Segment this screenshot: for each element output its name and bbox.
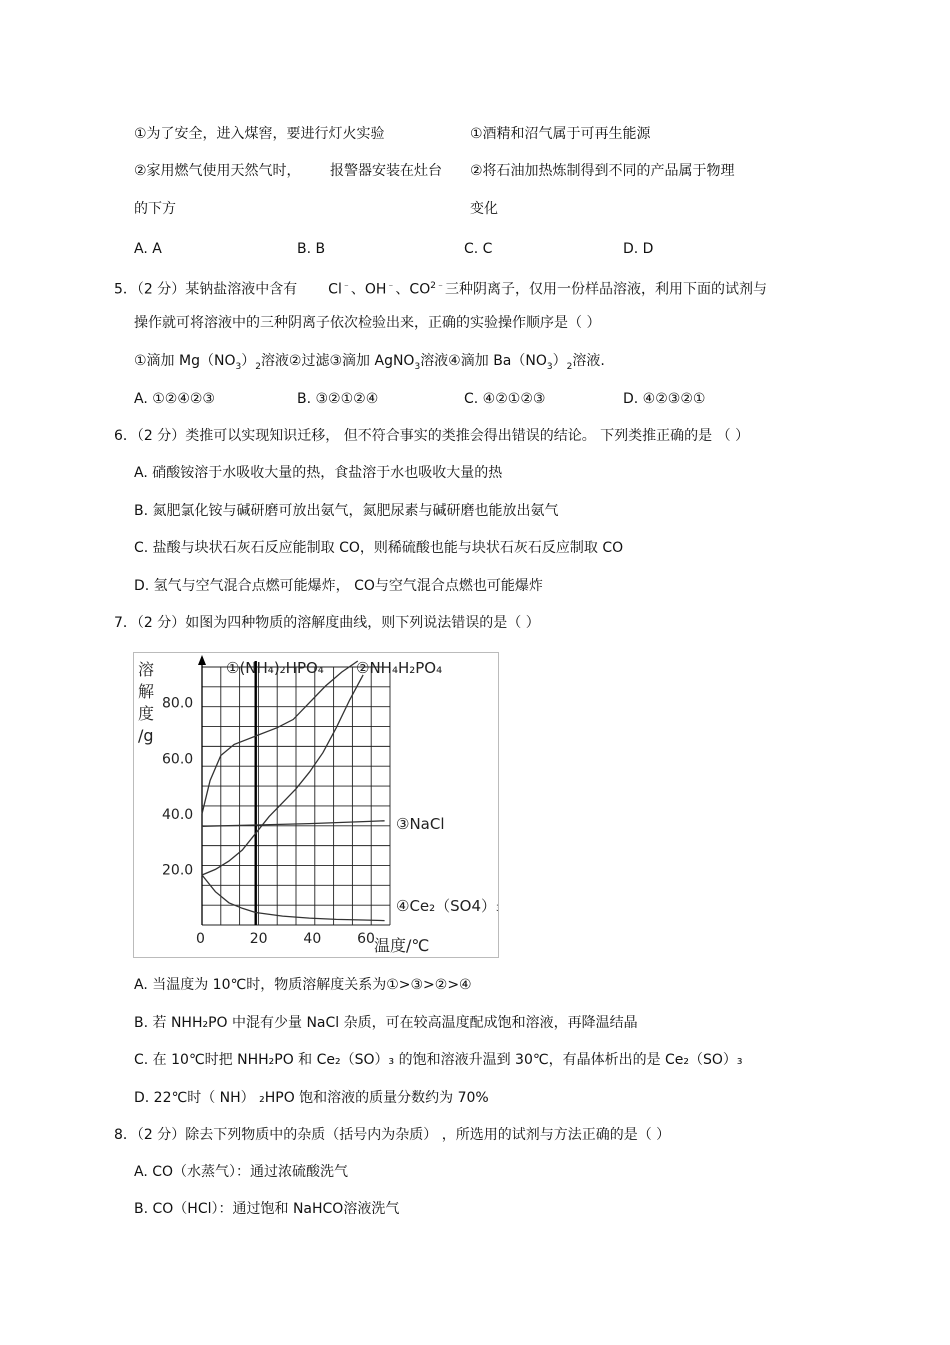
q5-ion-oh-charge: ﹣ (386, 281, 396, 291)
q4-left-1: ①为了安全，进入煤窖，要进行灯火实验 (134, 126, 385, 142)
series-label: ③NaCl (396, 815, 445, 833)
x-tick-label: 20 (249, 931, 268, 947)
q6-option-c[interactable]: C. 盐酸与块状石灰石反应能制取 CO，则稀硫酸也能与块状石灰石反应制取 CO (134, 540, 624, 556)
q5-option-a[interactable]: A. ①②④②③ (134, 391, 215, 407)
q5-paren-2: ） (552, 353, 567, 369)
y-tick-label: 60.0 (162, 751, 194, 768)
q5-stem-line1 (114, 276, 767, 300)
q7-option-d[interactable]: D. 22℃时（ NH） ₂HPO 饱和溶液的质量分数约为 70% (134, 1090, 489, 1106)
x-tick-label: 0 (196, 931, 205, 947)
q4-left-2b: 报警器安装在灶台 (330, 163, 442, 179)
q5-stem-line3 (134, 351, 605, 377)
q4-right-1: ①酒精和沼气属于可再生能源 (470, 126, 651, 142)
q7-option-b[interactable]: B. 若 NHH₂PO 中混有少量 NaCl 杂质，可在较高温度配成饱和溶液，再降温结晶 (134, 1015, 638, 1031)
y-axis-label: 溶 (138, 660, 155, 679)
series-line-ce2so43 (202, 875, 385, 921)
q7-option-c[interactable]: C. 在 10℃时把 NHH₂PO 和 Ce₂（SO）₃ 的饱和溶液升温到 30℃，有晶体析出的是 Ce₂（SO）₃ (134, 1052, 743, 1068)
q5-paren: ） (241, 353, 256, 369)
q7-stem: 7．（2 分）如图为四种物质的溶解度曲线，则下列说法错误的是（ ） (114, 615, 540, 631)
q5-stem-end: 三种阴离子，仅用一份样品溶液，利用下面的试剂与 (444, 281, 767, 298)
x-tick-label: 60 (357, 931, 375, 947)
q5-sub-2: 2 (255, 361, 261, 372)
x-tick-label: 40 (303, 931, 322, 947)
q5-step-4: 溶液④滴加 Ba（NO (420, 353, 547, 369)
y-tick-label: 40.0 (162, 806, 194, 823)
q5-step-2-3: 溶液②过滤③滴加 AgNO (260, 353, 415, 369)
q5-ion-oh: 、OH (350, 281, 387, 298)
series-line-nh4h2po4 (202, 675, 363, 875)
q6-stem: 6．（2 分）类推可以实现知识迁移， 但不符合事实的类推会得出错误的结论。 下列类推正确的是 （ ） (114, 428, 750, 444)
series-label: ①(NH₄)₂HPO₄ (226, 659, 324, 677)
q4-option-b[interactable]: B. B (297, 241, 326, 257)
q5-stem-line2: 操作就可将溶液中的三种阴离子依次检验出来，正确的实验操作顺序是（ ） (134, 315, 601, 331)
y-axis-arrow (198, 655, 206, 665)
q6-option-d[interactable]: D. 氢气与空气混合点燃可能爆炸， CO与空气混合点燃也可能爆炸 (134, 578, 543, 594)
q4-right-2: ②将石油加热炼制得到不同的产品属于物理 (470, 163, 735, 179)
y-tick-label: 80.0 (162, 695, 194, 712)
q5-sub-3: 3 (235, 361, 242, 372)
q5-ion-cl: Cl (328, 281, 342, 298)
series-label: ④Ce₂（SO4）₃ (396, 897, 498, 915)
q4-left-2a: ②家用燃气使用天然气时， (134, 163, 301, 179)
q6-option-b[interactable]: B. 氮肥氯化铵与碱研磨可放出氨气，氮肥尿素与碱研磨也能放出氨气 (134, 503, 559, 519)
q6-option-a[interactable]: A. 硝酸铵溶于水吸收大量的热，食盐溶于水也吸收大量的热 (134, 465, 503, 481)
q7-option-a[interactable]: A. 当温度为 10℃时，物质溶解度关系为①>③>②>④ (134, 977, 472, 993)
q4-option-a[interactable]: A. A (134, 241, 162, 257)
q5-sub-2b: 2 (566, 361, 573, 372)
solubility-chart (133, 652, 499, 958)
series-line-nh4-2hpo4 (202, 661, 358, 814)
solubility-chart-svg (134, 653, 498, 957)
q5-option-c[interactable]: C. ④②①②③ (464, 391, 546, 407)
q5-sub-3b: 3 (414, 361, 421, 372)
q8-option-a[interactable]: A. CO（水蒸气）：通过浓硫酸洗气 (134, 1164, 349, 1180)
q8-stem: 8．（2 分）除去下列物质中的杂质（括号内为杂质） ，所选用的试剂与方法正确的是（ ） (114, 1127, 671, 1143)
q4-right-3: 变化 (470, 201, 498, 217)
y-axis-label: 度 (138, 704, 155, 723)
q5-step-1: ①滴加 Mg（NO (134, 353, 236, 369)
q8-option-b[interactable]: B. CO（HCl）：通过饱和 NaHCO溶液洗气 (134, 1201, 400, 1217)
q5-ion-co3: 、CO (395, 281, 431, 298)
x-axis-label: 温度/℃ (374, 936, 430, 955)
q4-left-3: 的下方 (134, 201, 176, 217)
y-axis-label: /g (138, 726, 154, 745)
q4-option-c[interactable]: C. C (464, 241, 493, 257)
q5-sub-3c: 3 (546, 361, 553, 372)
series-label: ②NH₄H₂PO₄ (356, 659, 443, 677)
q5-ion-cl-charge: ﹣ (341, 281, 351, 291)
q5-option-b[interactable]: B. ③②①②④ (297, 391, 379, 407)
y-tick-label: 20.0 (162, 862, 194, 879)
q5-stem-start: 5．（2 分）某钠盐溶液中含有 (114, 281, 298, 298)
q5-option-d[interactable]: D. ④②③②① (623, 391, 706, 407)
q5-step-end: 溶液. (572, 353, 605, 369)
y-axis-label: 解 (138, 682, 155, 701)
q5-ion-co3-charge: 2﹣ (430, 281, 445, 291)
q4-option-d[interactable]: D. D (623, 241, 654, 257)
